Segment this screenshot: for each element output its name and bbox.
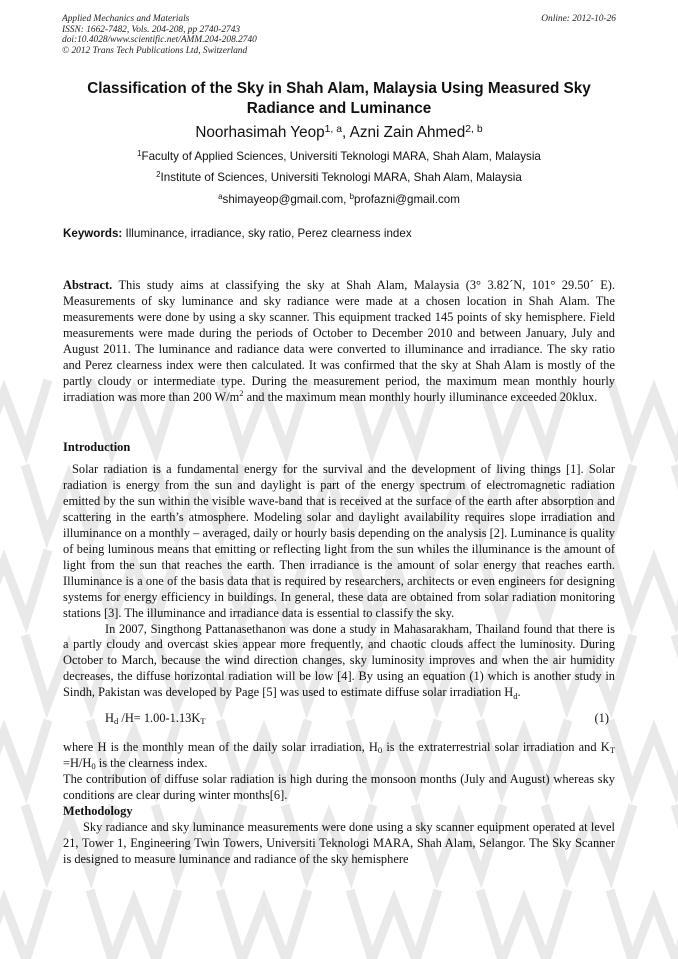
email-a-sup: a [218, 192, 223, 202]
journal-doi: doi:10.4028/www.scientific.net/AMM.204-208.2740 [62, 35, 257, 45]
equation-number: (1) [594, 711, 609, 726]
methodology-heading: Methodology [63, 804, 133, 819]
p3-d: is the clearness index. [95, 756, 208, 771]
p3-sub0: 0 [377, 745, 383, 756]
methodology-paragraph-1: Sky radiance and sky luminance measurements were done using a sky scanner equipment operated at level 21, Tower 1, Engineering Twin Towers, Universiti Teknologi MARA, Shah Alam, Selangor. The Sky Scanner is designed to measure luminance and radiance of the sky hemisphere [63, 820, 615, 866]
author-1: Noorhasimah Yeop [195, 124, 325, 141]
p3-b: is the extraterrestrial solar irradiation and K [382, 740, 610, 755]
email-b-sup: b [349, 192, 355, 202]
affiliation-2-sup: 2 [156, 170, 161, 180]
intro-paragraph-3 [63, 740, 615, 772]
intro-p2-text: In 2007, Singthong Pattanasethanon was done a study in Mahasarakham, Thailand found that there is a partly cloudy and overcast skies appear more frequently, and chaotic clouds affect the luminosity. During October to March, because the wind direction changes, sky luminosity improves and when the air humidity decreases, the diffuse horizontal radiation will be low [4]. By using an equation (1) which is another study in Sindh, Pakistan was developed by Page [5] was used to estimate diffuse solar irradiation H [63, 621, 615, 700]
watermark-mark [610, 550, 678, 620]
author-1-sup: 1, a [324, 123, 342, 135]
email-b: profazni@gmail.com [354, 193, 460, 206]
online-date: Online: 2012-10-26 [541, 14, 616, 24]
p3-a: where H is the monthly mean of the daily solar irradiation, H [63, 740, 378, 755]
introduction-body [63, 462, 615, 868]
affiliation-1 [0, 150, 678, 164]
abstract-text-1: This study aims at classifying the sky at Shah Alam, Malaysia (3° 3.82´N, 101° 29.50´ E). Measurements of sky luminance and sky radiance were made at a chosen location in Shah Alam. The measurements were done by using a sky scanner. This equipment tracked 145 points of sky hemisphere. Field measurements were made during the periods of October to December 2010 and between January, July and August 2011. The luminance and radiance data were converted to illuminance and irradiance. The sky ratio and Perez clearness index were then calculated. It was confirmed that the sky at Shah Alam is mostly of the partly cloudy or intermediate type. During the measurement period, the maximum mean monthly hourly irradiation was more than 200 W/m [63, 278, 615, 404]
abstract-text-2: and the maximum mean monthly hourly illuminance exceeded 20klux. [243, 389, 598, 404]
introduction-heading: Introduction [63, 440, 131, 454]
intro-p2-end: . [517, 685, 521, 700]
p3-sub0b: 0 [91, 761, 96, 772]
affiliation-2 [0, 171, 678, 185]
keywords-label: Keywords: [63, 227, 123, 240]
watermark-mark [90, 890, 178, 959]
eq-h: H [105, 711, 114, 726]
author-2-sup: 2, b [465, 123, 483, 135]
eq-mid: /H= 1.00-1.13K [118, 711, 201, 726]
affiliation-1-text: Faculty of Applied Sciences, Universiti Teknologi MARA, Shah Alam, Malaysia [141, 150, 541, 163]
affiliation-1-sup: 1 [137, 149, 142, 159]
author-line [0, 123, 678, 142]
watermark-mark [350, 890, 438, 959]
paper-title: Classification of the Sky in Shah Alam, Malaysia Using Measured Sky Radiance and Luminance [87, 80, 591, 117]
watermark-mark [610, 380, 678, 450]
watermark-mark [0, 720, 48, 790]
abstract-label: Abstract. [63, 278, 113, 292]
abstract-sup: 2 [239, 388, 244, 399]
watermark-mark [0, 890, 48, 959]
keywords-text: Illuminance, irradiance, sky ratio, Perez clearness index [122, 227, 412, 240]
email-a: shimayeop@gmail.com, [222, 193, 350, 206]
intro-p2-sub: d [513, 690, 518, 701]
intro-paragraph-2 [63, 622, 615, 702]
keywords [63, 227, 412, 241]
intro-paragraph-4: The contribution of diffuse solar radiation is high during the monsoon months (July and August) whereas sky conditions are clear during winter months[6]. [63, 772, 615, 803]
affiliation-2-text: Institute of Sciences, Universiti Teknologi MARA, Shah Alam, Malaysia [160, 171, 522, 184]
emails [0, 193, 678, 207]
equation-text [105, 711, 206, 727]
author-2: Azni Zain Ahmed [349, 124, 466, 141]
watermark-mark [0, 550, 48, 620]
watermark-mark [610, 890, 678, 959]
intro-paragraph-1: Solar radiation is a fundamental energy for the survival and the development of living things [1]. Solar radiation is energy from the sun and daylight is part of the energy spectrum of electromagnetic radiation emitted by the sun within the visible wave-band that is received at the surface of the earth after absorption and scattering in the earth’s atmosphere. Modeling solar and daylight availability requires slope irradiation and illuminance on a monthly – averaged, daily or hourly basis depending on the analysis [2]. Luminance is quality of being luminous means that emitting or reflecting light from the sun whiles the illuminance is the amount of light from the sun that reaches the earth. Then irradiance is the amount of solar energy that reaches earth. Illuminance is a one of the basis data that is required by researchers, architects or even engineers for designing systems for energy efficiency in buildings. In general, these data are obtained from solar radiation monitoring stations [3]. The illuminance and irradiance data is essential to classify the sky. [63, 462, 615, 620]
author-separator: , [341, 124, 350, 141]
journal-header [62, 14, 257, 56]
equation-1 [63, 711, 615, 727]
watermark-mark [610, 720, 678, 790]
journal-name: Applied Mechanics and Materials [62, 14, 190, 24]
watermark-mark [0, 380, 48, 450]
eq-sub-d: d [113, 716, 119, 727]
eq-sub-t: T [200, 716, 206, 727]
journal-issn: ISSN: 1662-7482, Vols. 204-208, pp 2740-2743 [62, 24, 241, 35]
watermark-mark [480, 890, 568, 959]
journal-copyright: © 2012 Trans Tech Publications Ltd, Switzerland [62, 45, 248, 56]
watermark-mark [220, 890, 308, 959]
abstract [63, 278, 615, 406]
p3-subT: T [609, 745, 615, 756]
p3-c: =H/H [63, 756, 92, 771]
